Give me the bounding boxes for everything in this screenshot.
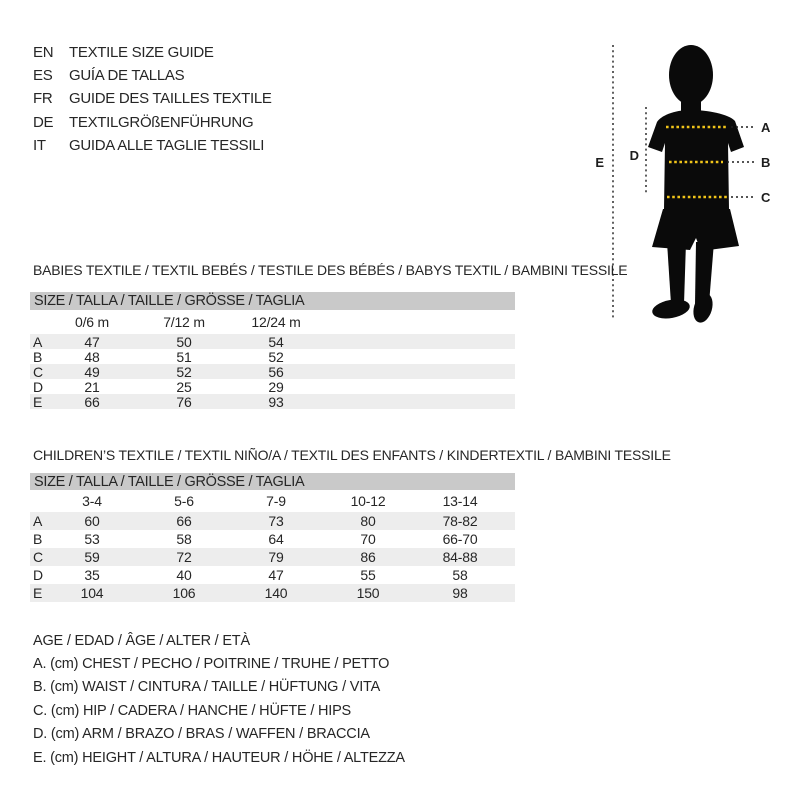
cell: 64 <box>268 531 284 547</box>
language-title-list <box>33 41 272 157</box>
label-e: E <box>595 155 604 170</box>
column-header: 5-6 <box>174 493 194 509</box>
column-header: 7-9 <box>266 493 286 509</box>
table-row <box>30 512 515 530</box>
language-row <box>33 111 272 134</box>
cell: 140 <box>264 585 288 601</box>
cell: 72 <box>176 549 192 565</box>
guide-title: TEXTILE SIZE GUIDE <box>69 44 214 62</box>
cell: 49 <box>84 363 100 380</box>
row-label: C <box>33 363 43 380</box>
cell: 40 <box>176 567 192 583</box>
cell: 59 <box>84 549 100 565</box>
cell: 55 <box>360 567 376 583</box>
language-code: FR <box>33 90 53 108</box>
legend-age: AGE / EDAD / ÂGE / ALTER / ETÀ <box>33 632 250 649</box>
cell: 58 <box>452 567 468 583</box>
language-row <box>33 41 272 64</box>
label-a: A <box>761 120 771 135</box>
row-label: E <box>33 393 43 410</box>
cell: 84-88 <box>442 549 478 565</box>
cell: 73 <box>268 513 284 529</box>
row-label: B <box>33 531 43 547</box>
cell: 66 <box>84 393 100 410</box>
legend-height: E. (cm) HEIGHT / ALTURA / HAUTEUR / HÖHE / ALTEZZA <box>33 749 405 766</box>
column-header: 7/12 m <box>163 314 205 330</box>
babies-size-table <box>30 292 515 409</box>
row-label: B <box>33 348 43 365</box>
legend-waist: B. (cm) WAIST / CINTURA / TAILLE / HÜFTUNG / VITA <box>33 679 381 696</box>
cell: 29 <box>268 378 284 395</box>
table-row <box>30 548 515 566</box>
cell: 54 <box>268 333 284 350</box>
cell: 98 <box>452 585 468 601</box>
cell: 48 <box>84 348 100 365</box>
guide-title: GUÍA DE TALLAS <box>69 67 185 85</box>
row-label: D <box>33 378 43 395</box>
column-header: 0/6 m <box>74 314 109 330</box>
legend-hip: C. (cm) HIP / CADERA / HANCHE / HÜFTE / HIPS <box>33 702 352 719</box>
language-code: ES <box>33 67 53 85</box>
column-header: 3-4 <box>82 493 102 509</box>
language-code: EN <box>33 44 54 62</box>
table-row <box>30 566 515 584</box>
cell: 56 <box>268 363 284 380</box>
column-header-row <box>30 310 515 334</box>
cell: 104 <box>80 585 104 601</box>
size-header-bar: SIZE / TALLA / TAILLE / GRÖSSE / TAGLIA <box>30 292 515 310</box>
measurement-diagram <box>575 25 795 330</box>
cell: 47 <box>268 567 284 583</box>
label-c: C <box>761 190 771 205</box>
cell: 25 <box>176 378 192 395</box>
table-row <box>30 334 515 349</box>
cell: 35 <box>84 567 100 583</box>
label-d: D <box>629 148 639 163</box>
children-size-table <box>30 473 515 602</box>
children-table-body <box>30 512 515 602</box>
legend-arm: D. (cm) ARM / BRAZO / BRAS / WAFFEN / BRACCIA <box>33 726 370 743</box>
cell: 66 <box>176 513 192 529</box>
cell: 106 <box>172 585 196 601</box>
cell: 51 <box>176 348 192 365</box>
label-b: B <box>761 155 771 170</box>
cell: 58 <box>176 531 192 547</box>
column-header-row <box>30 490 515 512</box>
cell: 21 <box>84 378 100 395</box>
babies-table-body <box>30 334 515 409</box>
legend-chest: A. (cm) CHEST / PECHO / POITRINE / TRUHE / PETTO <box>33 656 390 673</box>
column-header: 10-12 <box>350 493 386 509</box>
language-row <box>33 64 272 87</box>
table-row <box>30 364 515 379</box>
language-code: DE <box>33 113 54 131</box>
child-silhouette <box>648 45 744 325</box>
cell: 50 <box>176 333 192 350</box>
table-row <box>30 530 515 548</box>
guide-title: GUIDE DES TAILLES TEXTILE <box>69 90 272 108</box>
size-header-bar: SIZE / TALLA / TAILLE / GRÖSSE / TAGLIA <box>30 473 515 490</box>
babies-section-title: BABIES TEXTILE / TEXTIL BEBÉS / TESTILE DES BÉBÉS / BABYS TEXTIL / BAMBINI TESSILE <box>33 262 628 278</box>
cell: 60 <box>84 513 100 529</box>
cell: 150 <box>356 585 380 601</box>
cell: 52 <box>176 363 192 380</box>
row-label: A <box>33 333 43 350</box>
cell: 76 <box>176 393 192 410</box>
cell: 79 <box>268 549 284 565</box>
row-label: D <box>33 567 43 583</box>
cell: 80 <box>360 513 376 529</box>
cell: 93 <box>268 393 284 410</box>
language-code: IT <box>33 136 46 154</box>
cell: 86 <box>360 549 376 565</box>
row-label: A <box>33 513 43 529</box>
child-silhouette-figure <box>575 25 795 325</box>
cell: 47 <box>84 333 100 350</box>
guide-title: GUIDA ALLE TAGLIE TESSILI <box>69 136 265 154</box>
cell: 70 <box>360 531 376 547</box>
guide-title: TEXTILGRÖßENFÜHRUNG <box>69 113 254 131</box>
table-row <box>30 379 515 394</box>
measurement-legend <box>33 629 405 769</box>
cell: 78-82 <box>442 513 478 529</box>
language-row <box>33 134 272 157</box>
table-row <box>30 394 515 409</box>
table-row <box>30 349 515 364</box>
language-row <box>33 87 272 110</box>
row-label: C <box>33 549 43 565</box>
row-label: E <box>33 585 43 601</box>
column-header: 13-14 <box>442 493 478 509</box>
column-header: 12/24 m <box>251 314 301 330</box>
cell: 52 <box>268 348 284 365</box>
table-row <box>30 584 515 602</box>
cell: 53 <box>84 531 100 547</box>
cell: 66-70 <box>442 531 478 547</box>
children-section-title: CHILDREN’S TEXTILE / TEXTIL NIÑO/A / TEXTIL DES ENFANTS / KINDERTEXTIL / BAMBINI TESSILE <box>33 447 671 463</box>
